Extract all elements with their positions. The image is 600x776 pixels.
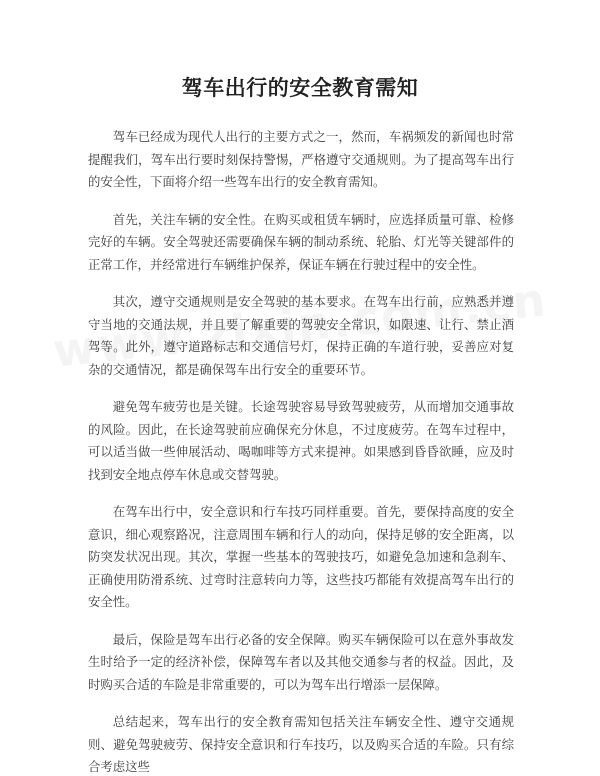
paragraph-vehicle-safety: 首先，关注车辆的安全性。在购买或租赁车辆时，应选择质量可靠、检修完好的车辆。安全驾驶还需要确保车辆的制动系统、轮胎、灯光等关键部件的正常工作，并经常进行车辆维护保养，保证车辆在行驶过程中的安全性。: [88, 211, 514, 272]
document-body: [88, 126, 514, 776]
document-title: 驾车出行的安全教育需知: [181, 76, 419, 100]
paragraph-intro: 驾车已经成为现代人出行的主要方式之一，然而，车祸频发的新闻也时常提醒我们，驾车出行要时刻保持警惕，严格遵守交通规则。为了提高驾车出行的安全性，下面将介绍一些驾车出行的安全教育需知。: [88, 129, 514, 189]
paragraph-traffic-rules: 其次，遵守交通规则是安全驾驶的基本要求。在驾车出行前，应熟悉并遵守当地的交通法规，并且要了解重要的驾驶安全常识，如限速、让行、禁止酒驾等。此外，遵守道路标志和交通信号灯，保持正确的车道行驶，妥善应对复杂的交通情况，都是确保驾车出行安全的重要环节。: [88, 294, 514, 377]
paragraph-fatigue: 避免驾车疲劳也是关键。长途驾驶容易导致驾驶疲劳，从而增加交通事故的风险。因此，在长途驾驶前应确保充分休息，不过度疲劳。在驾车过程中，可以适当做一些伸展活动、喝咖啡等方式来提神。如果感到昏昏欲睡，应及时找到安全地点停车休息或交替驾驶。: [88, 399, 514, 482]
paragraph-insurance: 最后，保险是驾车出行必备的安全保障。购买车辆保险可以在意外事故发生时给予一定的经济补偿，保障驾车者以及其他交通参与者的权益。因此，及时购买合适的车险是非常重要的，可以为驾车出行增添一层保障。: [88, 631, 514, 692]
paragraph-awareness-skills: 在驾车出行中，安全意识和行车技巧同样重要。首先，要保持高度的安全意识，细心观察路况，注意周围车辆和行人的动向，保持足够的安全距离，以防突发状况出现。其次，掌握一些基本的驾驶技巧，如避免急加速和急刹车、正确使用防滑系统、过弯时注意转向力等，这些技巧都能有效提高驾车出行的安全性。: [88, 504, 514, 609]
paragraph-summary: 总结起来，驾车出行的安全教育需知包括关注车辆安全性、遵守交通规则、避免驾驶疲劳、保持安全意识和行车技巧，以及购买合适的车险。只有综合考虑这些: [88, 714, 514, 774]
